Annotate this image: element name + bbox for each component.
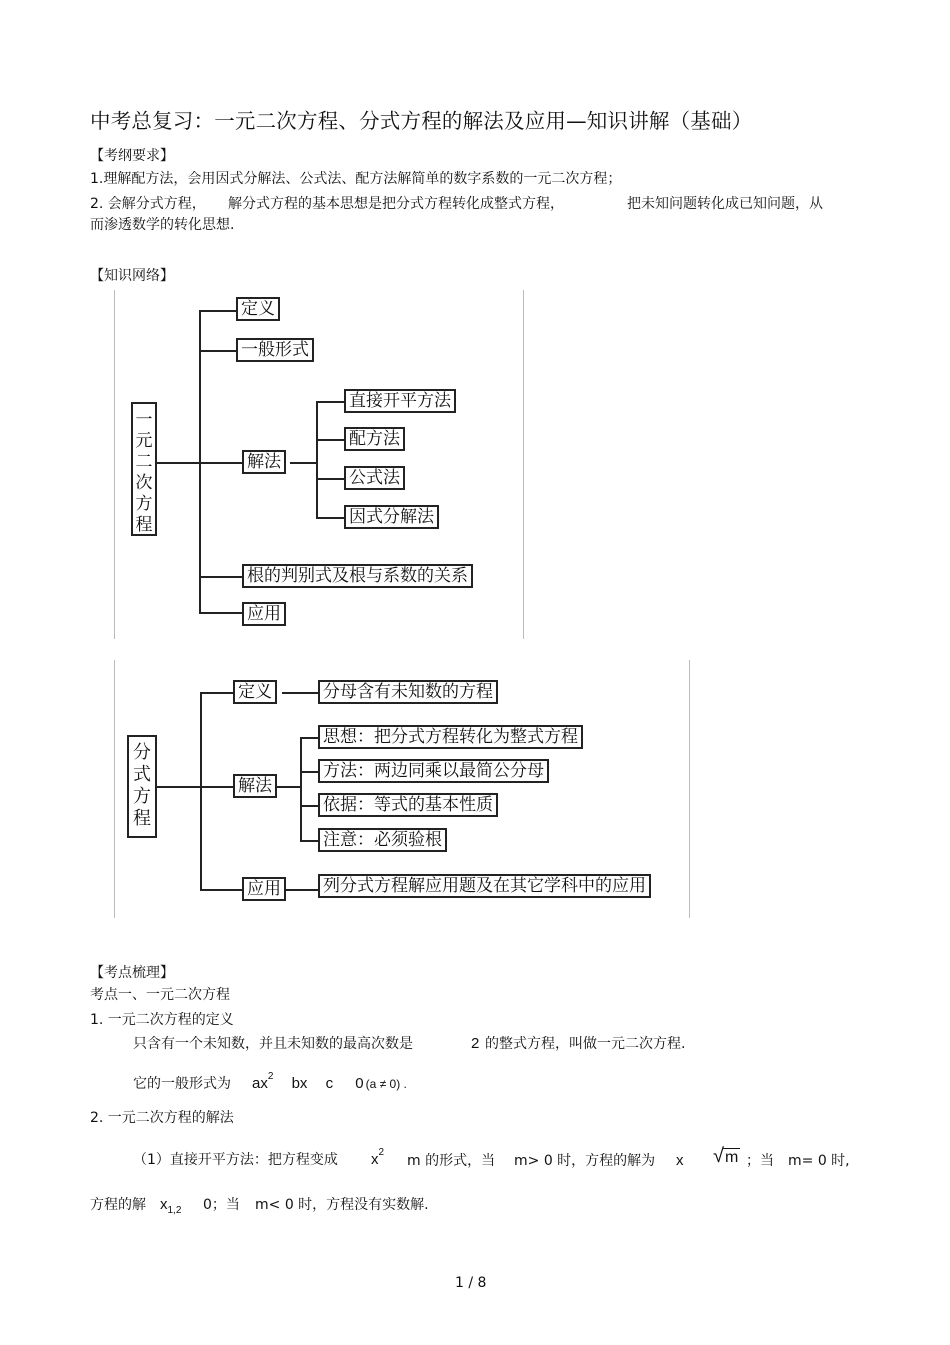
method1-x12: $x_{1,2}$ — [160, 1196, 182, 1216]
kaodian-sub-2: 2. 一元二次方程的解法 — [90, 1110, 234, 1126]
method1-text-c: m> 0 时，方程的解为 — [514, 1153, 656, 1169]
node-solution-item: 依据：等式的基本性质 — [318, 793, 498, 817]
connector — [282, 692, 318, 694]
definition-text-a: 只含有一个未知数，并且未知数的最高次数是 — [133, 1036, 413, 1052]
connector — [157, 462, 199, 464]
page-number: 1 / 8 — [455, 1275, 487, 1291]
connector — [300, 805, 318, 807]
connector — [200, 692, 233, 694]
node-application-text: 列分式方程解应用题及在其它学科中的应用 — [318, 874, 651, 898]
node-discriminant: 根的判别式及根与系数的关系 — [242, 564, 473, 588]
kaogang-item-2a: 2. 会解分式方程， — [90, 196, 206, 212]
connector — [290, 462, 316, 464]
connector — [199, 350, 236, 352]
connector — [300, 737, 318, 739]
connector — [316, 401, 318, 517]
diagram-quadratic — [114, 290, 524, 639]
node-solutions: 解法 — [233, 774, 277, 798]
diagram-root-quadratic: 一 元 二 次 方 程 — [131, 402, 157, 536]
method1-text-a: （1）直接开平方法：把方程变成 — [133, 1152, 338, 1168]
connector — [199, 612, 242, 614]
node-definition: 定义 — [236, 297, 280, 321]
definition-number: 2 — [471, 1035, 480, 1052]
page-title: 中考总复习：一元二次方程、分式方程的解法及应用—知识讲解（基础） — [90, 109, 753, 133]
kaogang-item-2c: 把未知问题转化成已知问题，从 — [627, 196, 823, 212]
general-form-label: 它的一般形式为 — [133, 1076, 231, 1092]
node-method: 因式分解法 — [344, 505, 439, 529]
node-definition-text: 分母含有未知数的方程 — [318, 680, 498, 704]
kaodian-sub-1: 1. 一元二次方程的定义 — [90, 1012, 234, 1028]
diagram-root-fractional: 分 式 方 程 — [127, 735, 157, 838]
connector — [199, 310, 236, 312]
method1-text-b: m 的形式，当 — [407, 1153, 496, 1169]
node-definition: 定义 — [233, 680, 277, 704]
section-heading-kaogang: 【考纲要求】 — [90, 148, 174, 164]
method1-x-squared: $x^2$ — [371, 1147, 385, 1168]
node-general-form: 一般形式 — [236, 338, 314, 362]
general-form-equation: $ax^2$ bx c 0 (a ≠ 0) . — [252, 1071, 407, 1092]
section-heading-kaodian: 【考点梳理】 — [90, 965, 174, 981]
node-solutions: 解法 — [242, 450, 286, 474]
connector — [200, 889, 242, 891]
connector — [316, 517, 344, 519]
connector — [199, 462, 242, 464]
kaogang-item-1: 1.理解配方法，会用因式分解法、公式法、配方法解简单的数字系数的一元二次方程； — [90, 171, 622, 187]
node-method: 直接开平方法 — [344, 389, 456, 413]
node-application: 应用 — [242, 877, 286, 901]
connector — [316, 401, 344, 403]
diagram-fractional — [114, 660, 690, 918]
kaogang-item-2d: 而渗透数学的转化思想. — [90, 217, 235, 233]
connector — [200, 692, 202, 889]
method1-text-g: 方程的解 — [90, 1197, 146, 1213]
connector — [284, 889, 318, 891]
connector — [276, 786, 300, 788]
node-method: 公式法 — [344, 466, 405, 490]
definition-text-b: 的整式方程，叫做一元二次方程. — [485, 1036, 686, 1052]
sqrt-icon: √ — [713, 1145, 724, 1167]
section-heading-network: 【知识网络】 — [90, 268, 174, 284]
connector — [300, 737, 302, 840]
node-solution-item: 方法：两边同乘以最简公分母 — [318, 759, 549, 783]
method1-text-e: ；当 — [746, 1153, 774, 1169]
connector — [316, 478, 344, 480]
method1-text-f: m= 0 时, — [788, 1153, 850, 1169]
connector — [157, 786, 200, 788]
node-solution-item: 注意：必须验根 — [318, 828, 447, 852]
method1-text-h: 0；当 — [203, 1197, 240, 1213]
connector — [300, 840, 318, 842]
method1-text-i: m< 0 时，方程没有实数解. — [255, 1197, 429, 1213]
kaodian-point-1: 考点一、一元二次方程 — [90, 987, 230, 1003]
node-solution-item: 思想：把分式方程转化为整式方程 — [318, 725, 583, 749]
node-method: 配方法 — [344, 427, 405, 451]
node-application: 应用 — [242, 602, 286, 626]
connector — [316, 439, 344, 441]
method1-x: x — [676, 1152, 684, 1169]
method1-sqrt: √m — [713, 1145, 739, 1167]
connector — [300, 771, 318, 773]
connector — [199, 310, 201, 612]
connector — [200, 786, 233, 788]
connector — [199, 576, 242, 578]
kaogang-item-2b: 解分式方程的基本思想是把分式方程转化成整式方程， — [228, 196, 564, 212]
